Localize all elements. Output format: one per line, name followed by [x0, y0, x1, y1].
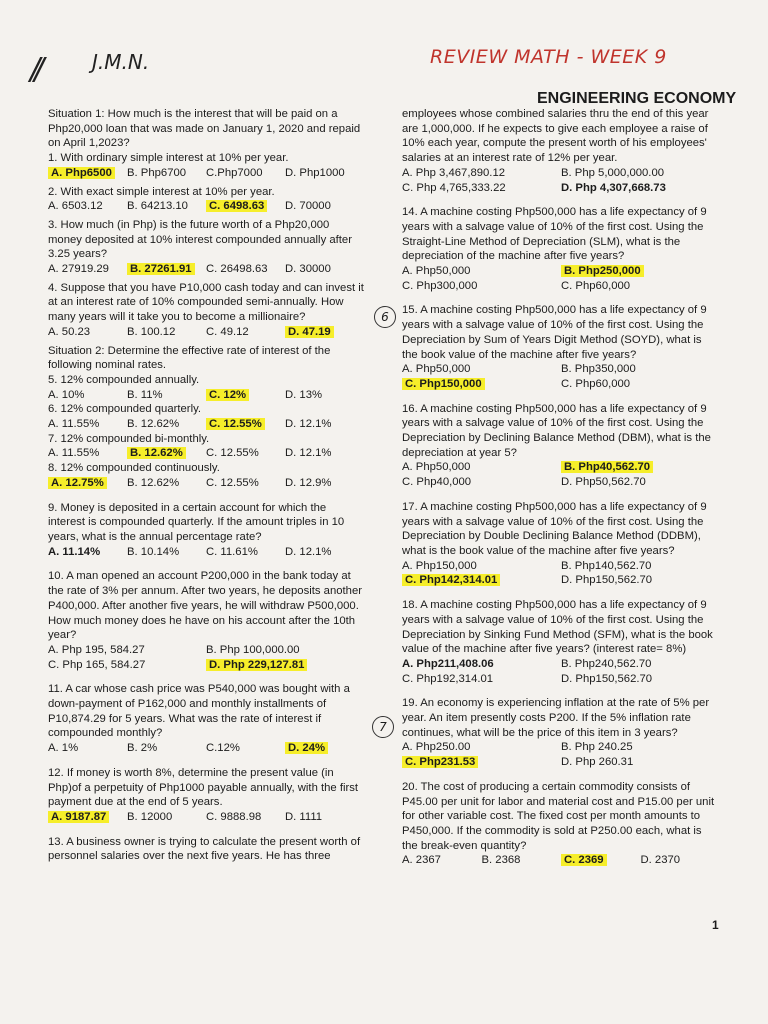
option-a: A. 50.23 [48, 325, 91, 338]
options [48, 388, 364, 403]
option-d: D. 12.1% [285, 545, 332, 558]
question-text: 4. Suppose that you have P10,000 cash today and can invest it at an interest rate of 10% compounded semi-annually. How many years will it take you to become a millionaire? [48, 281, 364, 324]
question-text: 16. A machine costing Php500,000 has a life expectancy of 9 years with a salvage value of 10% of the first cost. Using the Depreciation by Declining Balance Method (DBM), what is the depreciation at year 5? [402, 402, 711, 459]
option-b: B. 100.12 [127, 325, 176, 338]
option-d: D. 12.1% [285, 418, 332, 431]
question-13 [48, 835, 364, 864]
option-d: C. Php60,000 [561, 377, 631, 390]
question-10 [48, 569, 364, 672]
question-17 [402, 500, 720, 588]
option-c: C. Php300,000 [402, 279, 478, 292]
question-text: 19. An economy is experiencing inflation at the rate of 5% per year. An item presently costs P200. If the 5% inflation rate continues, what will be the price of this item in 3 years? [402, 697, 710, 739]
option-c: C. Php40,000 [402, 476, 472, 489]
option-a: A. Php6500 [48, 167, 115, 179]
options [402, 853, 720, 868]
question-text: 15. A machine costing Php500,000 has a life expectancy of 9 years with a salvage value of 10% of the first cost. Using the Depreciation by Sum of Years Digit Method (SOYD), what is the book value of the machine after five years? [402, 304, 707, 361]
option-c: C. Php231.53 [402, 756, 478, 768]
options [48, 262, 364, 277]
option-d: D. 30000 [285, 263, 331, 276]
option-b: B. 12.62% [127, 476, 180, 489]
options [402, 166, 720, 195]
option-b: B. 2368 [481, 854, 521, 867]
option-c: C. 49.12 [206, 325, 249, 338]
document-heading: ENGINEERING ECONOMY [537, 90, 737, 107]
circled-number-6: 6 [374, 306, 396, 328]
situation-2: Situation 2: Determine the effective rate of interest of the following nominal rates. [48, 344, 331, 372]
question-5 [48, 373, 364, 402]
options [48, 741, 364, 756]
options [402, 264, 720, 293]
option-a: A. 10% [48, 388, 85, 401]
handwritten-slash-mark: // [30, 52, 39, 87]
option-a: A. 9187.87 [48, 811, 109, 823]
question-11 [48, 682, 364, 756]
right-column [402, 107, 720, 872]
option-c: C. Php 4,765,333.22 [402, 181, 506, 194]
question-12 [48, 766, 364, 825]
option-a: A. 1% [48, 742, 79, 755]
question-text: 5. 12% compounded annually. [48, 373, 200, 386]
option-d: D. Php150,562.70 [561, 672, 653, 685]
option-b: B. 27261.91 [127, 263, 195, 275]
question-18 [402, 598, 720, 686]
question-6 [48, 402, 364, 431]
options [48, 643, 364, 672]
left-column [48, 107, 364, 868]
question-4 [48, 281, 364, 340]
option-a: A. 11.55% [48, 418, 100, 431]
option-c: C. 12% [206, 389, 249, 401]
option-d: D. Php 229,127.81 [206, 659, 307, 671]
option-c: C. 12.55% [206, 418, 265, 430]
option-b: B. Php140,562.70 [561, 559, 652, 572]
option-c: C. 6498.63 [206, 200, 267, 212]
option-b: B. 64213.10 [127, 200, 188, 213]
options [402, 740, 720, 769]
option-b: B. Php 240.25 [561, 741, 633, 754]
option-d: D. Php50,562.70 [561, 476, 646, 489]
question-text: 9. Money is deposited in a certain account for which the interest is compounded quarterly. If the amount triples in 10 years, what is the annual percentage rate? [48, 501, 345, 543]
handwritten-initials: J.M.N. [92, 50, 150, 74]
option-b: B. 12.62% [127, 418, 180, 431]
option-d: D. 12.1% [285, 447, 332, 460]
circled-number-7: 7 [372, 716, 394, 738]
question-text: 12. If money is worth 8%, determine the present value (in Php)of a perpetuity of Php1000 payable annually, with the first payment due at the end of 5 years. [48, 766, 359, 809]
question-14 [402, 205, 720, 293]
option-a: A. 27919.29 [48, 263, 109, 276]
option-d: D. 47.19 [285, 326, 334, 338]
option-c: C. 2369 [561, 854, 607, 866]
question-2 [48, 185, 364, 214]
option-d: D. Php150,562.70 [561, 574, 653, 587]
option-a: A. 11.14% [48, 545, 101, 558]
question-16 [402, 402, 720, 490]
option-c: C. 12.55% [206, 447, 259, 460]
question-text: 3. How much (in Php) is the future worth of a Php20,000 money deposited at 10% interest compounded annually after 3.25 years? [48, 218, 352, 261]
option-a: A. Php50,000 [402, 461, 471, 474]
question-text: 11. A car whose cash price was P540,000 was bought with a down-payment of P162,000 and monthly installments of P10,874.29 for 5 years. What was the rate of interest if compounded monthly? [48, 683, 350, 740]
option-d: D. 70000 [285, 200, 331, 213]
question-13-continued [402, 107, 720, 195]
option-a: A. Php50,000 [402, 265, 471, 278]
option-c: C. 12.55% [206, 476, 259, 489]
question-text: 14. A machine costing Php500,000 has a life expectancy of 9 years with a salvage value of 10% of the first cost. Using the Straight-Line Method of Depreciation (SLM), what is the depreciation of the machine after five years? [402, 206, 707, 263]
options [48, 325, 364, 340]
option-b: B. Php250,000 [561, 265, 644, 277]
question-text: employees whose combined salaries thru the end of this year are 1,000,000. If he expects to give each employee a raise of 10% each year, compute the present worth of his employees' salaries at an interest rate of 12% per year. [402, 108, 709, 165]
option-d: D. 13% [285, 388, 323, 401]
option-a: A. Php50,000 [402, 363, 471, 376]
question-text: 6. 12% compounded quarterly. [48, 403, 202, 416]
question-text: 10. A man opened an account P200,000 in the bank today at the rate of 3% per annum. After two years, he deposits another P400,000. After another five years, he will withdraw P500,000. How much money does he have on his account after the 10th year? [48, 570, 362, 642]
option-b: B. 2% [127, 742, 158, 755]
option-b: B. Php 100,000.00 [206, 643, 300, 656]
option-a: A. 12.75% [48, 477, 107, 489]
question-20 [402, 780, 720, 868]
option-c: C. 26498.63 [206, 263, 268, 276]
option-b: B. Php 5,000,000.00 [561, 166, 665, 179]
options [402, 460, 720, 489]
options [48, 446, 364, 461]
option-a: A. Php 195, 584.27 [48, 643, 145, 656]
options [48, 417, 364, 432]
option-d: D. 12.9% [285, 476, 332, 489]
option-c: C. 9888.98 [206, 810, 262, 823]
question-3 [48, 218, 364, 277]
options [48, 810, 364, 825]
option-c: C.Php7000 [206, 166, 263, 179]
question-text: 7. 12% compounded bi-monthly. [48, 432, 210, 445]
option-d: D. Php 260.31 [561, 756, 634, 769]
question-19 [402, 696, 720, 770]
option-c: C.12% [206, 742, 240, 755]
question-text: 2. With exact simple interest at 10% per year. [48, 185, 275, 198]
option-b: B. Php40,562.70 [561, 461, 653, 473]
option-d: D. 1111 [285, 810, 323, 823]
option-a: A. Php250.00 [402, 741, 471, 754]
option-b: B. Php350,000 [561, 363, 636, 376]
option-d: D. Php1000 [285, 166, 345, 179]
option-b: B. 12000 [127, 810, 173, 823]
question-8 [48, 461, 364, 490]
option-c: C. Php 165, 584.27 [48, 658, 146, 671]
question-7 [48, 432, 364, 461]
handwritten-title: REVIEW MATH - WEEK 9 [430, 46, 667, 68]
situation-1: Situation 1: How much is the interest that will be paid on a Php20,000 loan that was made on January 1, 2020 and repaid on April 1,2023? [48, 108, 361, 150]
question-text: 8. 12% compounded continuously. [48, 462, 220, 475]
option-a: A. 6503.12 [48, 200, 103, 213]
option-d: D. Php 4,307,668.73 [561, 181, 666, 194]
options [402, 559, 720, 588]
option-a: A. 2367 [402, 854, 441, 867]
option-c: C. Php142,314.01 [402, 574, 500, 586]
option-b: B. 11% [127, 388, 163, 401]
question-1 [48, 151, 364, 180]
question-text: 20. The cost of producing a certain commodity consists of P45.00 per unit for labor and material cost and P15.00 per unit for other variable cost. The fixed cost per month amounts to P450,000. If the commodity is sold at P250.00 each, what is the break-even quantity? [402, 780, 715, 852]
option-c: C. Php192,314.01 [402, 672, 494, 685]
question-text: 18. A machine costing Php500,000 has a life expectancy of 9 years with a salvage value of 10% of the first cost. Using the Depreciation by Sinking Fund Method (SFM), what is the book value of the machine after five years? (interest rate= 8%) [402, 599, 713, 656]
option-a: A. Php 3,467,890.12 [402, 166, 506, 179]
question-9 [48, 501, 364, 560]
options [402, 657, 720, 686]
option-b: B. 10.14% [127, 545, 180, 558]
option-d: C. Php60,000 [561, 279, 631, 292]
option-b: B. 12.62% [127, 447, 186, 459]
question-15 [402, 303, 720, 391]
options [48, 166, 364, 181]
option-d: D. 2370 [640, 854, 681, 867]
option-a: A. Php150,000 [402, 559, 477, 572]
option-b: B. Php6700 [127, 166, 187, 179]
option-b: B. Php240,562.70 [561, 657, 652, 670]
options [402, 362, 720, 391]
page-number: 1 [712, 918, 719, 932]
options [48, 199, 364, 214]
question-text: 1. With ordinary simple interest at 10% per year. [48, 152, 289, 165]
question-text: 13. A business owner is trying to calculate the present worth of personnel salaries over the next five years. He has three [48, 835, 361, 863]
option-a: A. Php211,408.06 [402, 657, 494, 670]
option-d: D. 24% [285, 742, 328, 754]
option-a: A. 11.55% [48, 447, 100, 460]
option-c: C. Php150,000 [402, 378, 485, 390]
options [48, 545, 364, 560]
options [48, 476, 364, 491]
option-c: C. 11.61% [206, 545, 258, 558]
question-text: 17. A machine costing Php500,000 has a life expectancy of 9 years with a salvage value of 10% of the first cost. Using the Depreciation by Double Declining Balance Method (DDBM), what is the book value of the machine after five years? [402, 500, 707, 557]
